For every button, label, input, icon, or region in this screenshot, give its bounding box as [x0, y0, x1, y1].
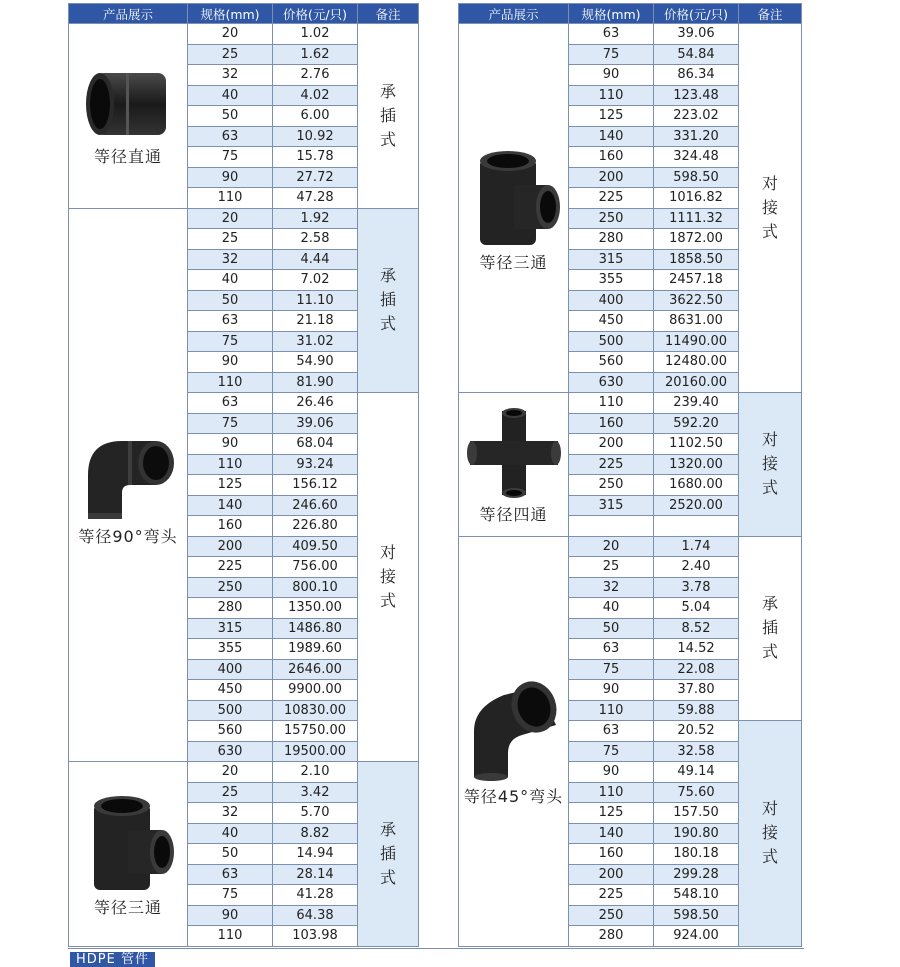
price-cell: 1320.00	[654, 454, 739, 475]
price-cell: 12480.00	[654, 352, 739, 373]
spec-cell: 63	[569, 24, 654, 45]
price-cell: 756.00	[273, 557, 358, 578]
spec-cell: 63	[188, 311, 273, 332]
spec-cell: 500	[188, 700, 273, 721]
price-cell: 2.40	[654, 557, 739, 578]
spec-cell: 200	[569, 167, 654, 188]
spec-cell: 90	[188, 167, 273, 188]
header-product: 产品展示	[69, 4, 188, 24]
spec-cell: 75	[569, 659, 654, 680]
product-cell	[459, 24, 569, 393]
spec-cell: 75	[569, 741, 654, 762]
price-cell: 1486.80	[273, 618, 358, 639]
spec-cell: 450	[188, 680, 273, 701]
price-cell: 14.52	[654, 639, 739, 660]
note-char: 插	[379, 105, 396, 125]
price-cell: 6.00	[273, 106, 358, 127]
spec-cell: 355	[188, 639, 273, 660]
elbow-90-icon	[69, 423, 187, 523]
price-cell: 2.76	[273, 65, 358, 86]
note-char: 式	[761, 847, 778, 867]
coupling-icon	[69, 65, 187, 143]
spec-cell: 400	[569, 290, 654, 311]
product-cell	[69, 24, 188, 209]
spec-cell: 40	[188, 823, 273, 844]
price-cell: 41.28	[273, 885, 358, 906]
price-cell: 26.46	[273, 393, 358, 414]
price-cell: 49.14	[654, 762, 739, 783]
price-cell: 75.60	[654, 782, 739, 803]
price-cell: 20160.00	[654, 372, 739, 393]
price-cell: 180.18	[654, 844, 739, 865]
spec-cell: 225	[569, 885, 654, 906]
price-cell: 28.14	[273, 864, 358, 885]
spec-cell: 25	[188, 44, 273, 65]
spec-cell: 40	[569, 598, 654, 619]
price-cell: 8.82	[273, 823, 358, 844]
price-cell: 299.28	[654, 864, 739, 885]
footer-bar	[68, 948, 804, 967]
price-cell: 37.80	[654, 680, 739, 701]
note-char: 接	[761, 198, 778, 217]
price-table-right	[458, 3, 802, 947]
price-cell: 4.02	[273, 85, 358, 106]
header-price: 价格(元/只)	[273, 4, 358, 24]
product-name: 等径四通	[479, 504, 548, 524]
price-cell: 8.52	[654, 618, 739, 639]
spec-cell: 20	[569, 536, 654, 557]
spec-cell: 110	[188, 372, 273, 393]
price-cell: 54.90	[273, 352, 358, 373]
price-cell: 3.78	[654, 577, 739, 598]
header-note: 备注	[739, 4, 802, 24]
spec-cell: 140	[569, 823, 654, 844]
price-cell: 21.18	[273, 311, 358, 332]
price-cell: 31.02	[273, 331, 358, 352]
price-cell: 1.62	[273, 44, 358, 65]
spec-cell: 125	[188, 475, 273, 496]
spec-cell: 90	[188, 905, 273, 926]
price-cell: 7.02	[273, 270, 358, 291]
price-cell: 4.44	[273, 249, 358, 270]
spec-cell: 110	[569, 782, 654, 803]
product-name: 等径三通	[93, 898, 162, 918]
spec-cell: 160	[569, 147, 654, 168]
spec-cell: 20	[188, 762, 273, 783]
note-char: 插	[379, 290, 396, 310]
spec-cell: 125	[569, 106, 654, 127]
spec-cell: 90	[569, 65, 654, 86]
spec-cell: 200	[569, 434, 654, 455]
note-cell	[739, 721, 802, 947]
price-cell: 1680.00	[654, 475, 739, 496]
price-cell: 409.50	[273, 536, 358, 557]
spec-cell: 250	[569, 475, 654, 496]
table-row	[69, 24, 419, 45]
price-cell: 9900.00	[273, 680, 358, 701]
spec-cell: 32	[188, 803, 273, 824]
note-char: 接	[761, 823, 778, 843]
spec-cell: 40	[188, 85, 273, 106]
header-spec: 规格(mm)	[188, 4, 273, 24]
note-char: 式	[379, 591, 396, 610]
spec-cell: 110	[569, 700, 654, 721]
spec-cell: 630	[569, 372, 654, 393]
note-char: 接	[761, 454, 778, 474]
spec-cell: 315	[569, 495, 654, 516]
price-cell: 2.58	[273, 229, 358, 250]
spec-cell: 20	[188, 208, 273, 229]
price-cell: 10830.00	[273, 700, 358, 721]
price-cell: 68.04	[273, 434, 358, 455]
spec-cell: 200	[188, 536, 273, 557]
table-row	[69, 208, 419, 229]
spec-cell: 200	[569, 864, 654, 885]
spec-cell: 90	[569, 680, 654, 701]
price-cell: 2520.00	[654, 495, 739, 516]
spec-cell: 32	[188, 249, 273, 270]
product-cell	[69, 762, 188, 947]
spec-cell: 32	[188, 65, 273, 86]
spec-cell: 50	[188, 844, 273, 865]
price-cell: 20.52	[654, 721, 739, 742]
price-cell: 1.02	[273, 24, 358, 45]
price-cell: 924.00	[654, 926, 739, 947]
note-char: 对	[379, 543, 396, 562]
price-cell: 5.70	[273, 803, 358, 824]
spec-cell: 250	[569, 208, 654, 229]
spec-cell: 250	[188, 577, 273, 598]
price-cell: 15750.00	[273, 721, 358, 742]
price-cell: 598.50	[654, 167, 739, 188]
price-cell: 1102.50	[654, 434, 739, 455]
price-cell: 3.42	[273, 782, 358, 803]
price-cell	[654, 516, 739, 537]
price-cell: 59.88	[654, 700, 739, 721]
price-cell: 3622.50	[654, 290, 739, 311]
product-name: 等径45°弯头	[463, 786, 564, 806]
price-cell: 22.08	[654, 659, 739, 680]
note-cell	[739, 393, 802, 537]
spec-cell: 280	[569, 229, 654, 250]
product-name: 等径90°弯头	[78, 527, 178, 547]
spec-cell: 250	[569, 905, 654, 926]
price-cell: 86.34	[654, 65, 739, 86]
price-cell: 156.12	[273, 475, 358, 496]
spec-cell	[569, 516, 654, 537]
price-cell: 1.74	[654, 536, 739, 557]
spec-cell: 50	[569, 618, 654, 639]
cross-icon	[459, 405, 568, 501]
spec-cell: 50	[188, 290, 273, 311]
price-cell: 548.10	[654, 885, 739, 906]
price-cell: 81.90	[273, 372, 358, 393]
price-cell: 190.80	[654, 823, 739, 844]
spec-cell: 225	[188, 557, 273, 578]
price-cell: 2.10	[273, 762, 358, 783]
note-cell	[739, 24, 802, 393]
tee-icon	[459, 145, 568, 249]
price-cell: 1858.50	[654, 249, 739, 270]
spec-cell: 25	[188, 782, 273, 803]
note-char: 承	[379, 819, 396, 839]
note-char: 对	[761, 799, 778, 819]
price-cell: 15.78	[273, 147, 358, 168]
price-cell: 592.20	[654, 413, 739, 434]
note-char: 接	[379, 567, 396, 586]
spec-cell: 400	[188, 659, 273, 680]
spec-cell: 63	[188, 126, 273, 147]
price-cell: 47.28	[273, 188, 358, 209]
spec-cell: 160	[569, 413, 654, 434]
price-cell: 1350.00	[273, 598, 358, 619]
spec-cell: 160	[569, 844, 654, 865]
note-char: 承	[379, 266, 396, 286]
price-cell: 239.40	[654, 393, 739, 414]
note-char: 式	[379, 129, 396, 149]
spec-cell: 40	[188, 270, 273, 291]
note-char: 式	[761, 642, 778, 662]
price-cell: 1111.32	[654, 208, 739, 229]
note-cell	[358, 24, 419, 209]
spec-cell: 90	[188, 352, 273, 373]
price-cell: 27.72	[273, 167, 358, 188]
spec-cell: 110	[569, 85, 654, 106]
price-cell: 10.92	[273, 126, 358, 147]
price-cell: 1.92	[273, 208, 358, 229]
spec-cell: 75	[188, 147, 273, 168]
spec-cell: 140	[188, 495, 273, 516]
spec-cell: 63	[188, 393, 273, 414]
spec-cell: 450	[569, 311, 654, 332]
spec-cell: 110	[188, 454, 273, 475]
price-cell: 39.06	[654, 24, 739, 45]
price-cell: 324.48	[654, 147, 739, 168]
price-cell: 157.50	[654, 803, 739, 824]
spec-cell: 225	[569, 454, 654, 475]
spec-cell: 32	[569, 577, 654, 598]
spec-cell: 125	[569, 803, 654, 824]
table-row	[459, 536, 802, 557]
spec-cell: 110	[569, 393, 654, 414]
price-cell: 123.48	[654, 85, 739, 106]
spec-cell: 560	[188, 721, 273, 742]
note-char: 对	[761, 430, 778, 450]
price-cell: 1872.00	[654, 229, 739, 250]
spec-cell: 63	[569, 639, 654, 660]
header-spec: 规格(mm)	[569, 4, 654, 24]
table-row	[459, 393, 802, 414]
note-cell	[358, 762, 419, 947]
price-cell: 2457.18	[654, 270, 739, 291]
price-cell: 14.94	[273, 844, 358, 865]
price-cell: 64.38	[273, 905, 358, 926]
price-cell: 32.58	[654, 741, 739, 762]
spec-cell: 75	[188, 885, 273, 906]
spec-cell: 25	[188, 229, 273, 250]
note-cell	[358, 393, 419, 762]
table-row	[459, 24, 802, 45]
note-char: 式	[761, 478, 778, 498]
spec-cell: 280	[188, 598, 273, 619]
product-cell	[459, 536, 569, 946]
price-cell: 800.10	[273, 577, 358, 598]
spec-cell: 75	[569, 44, 654, 65]
note-char: 插	[379, 843, 396, 863]
table-row	[69, 762, 419, 783]
spec-cell: 355	[569, 270, 654, 291]
spec-cell: 75	[188, 413, 273, 434]
header-product: 产品展示	[459, 4, 569, 24]
spec-cell: 25	[569, 557, 654, 578]
note-char: 式	[379, 867, 396, 887]
price-cell: 1016.82	[654, 188, 739, 209]
spec-cell: 160	[188, 516, 273, 537]
spec-cell: 560	[569, 352, 654, 373]
note-char: 插	[761, 618, 778, 638]
note-char: 式	[761, 222, 778, 241]
spec-cell: 50	[188, 106, 273, 127]
price-cell: 2646.00	[273, 659, 358, 680]
price-cell: 1989.60	[273, 639, 358, 660]
price-cell: 11.10	[273, 290, 358, 311]
price-cell: 103.98	[273, 926, 358, 947]
spec-cell: 63	[569, 721, 654, 742]
price-cell: 246.60	[273, 495, 358, 516]
note-char: 对	[761, 174, 778, 193]
price-cell: 11490.00	[654, 331, 739, 352]
note-char: 承	[379, 81, 396, 101]
elbow-45-icon	[459, 677, 568, 783]
price-cell: 226.80	[273, 516, 358, 537]
price-cell: 54.84	[654, 44, 739, 65]
price-cell: 8631.00	[654, 311, 739, 332]
header-price: 价格(元/只)	[654, 4, 739, 24]
spec-cell: 140	[569, 126, 654, 147]
note-cell	[358, 208, 419, 393]
price-cell: 39.06	[273, 413, 358, 434]
spec-cell: 20	[188, 24, 273, 45]
spec-cell: 280	[569, 926, 654, 947]
note-char: 式	[379, 314, 396, 334]
note-cell	[739, 536, 802, 721]
spec-cell: 90	[188, 434, 273, 455]
product-name: 等径三通	[479, 252, 548, 272]
price-cell: 19500.00	[273, 741, 358, 762]
header-note: 备注	[358, 4, 419, 24]
spec-cell: 630	[188, 741, 273, 762]
price-cell: 598.50	[654, 905, 739, 926]
spec-cell: 315	[188, 618, 273, 639]
price-cell: 93.24	[273, 454, 358, 475]
price-cell: 331.20	[654, 126, 739, 147]
note-char: 承	[761, 594, 778, 614]
product-name: 等径直通	[93, 147, 162, 167]
price-cell: 5.04	[654, 598, 739, 619]
spec-cell: 63	[188, 864, 273, 885]
spec-cell: 500	[569, 331, 654, 352]
spec-cell: 75	[188, 331, 273, 352]
price-table-left	[68, 3, 419, 947]
spec-cell: 225	[569, 188, 654, 209]
spec-cell: 315	[569, 249, 654, 270]
product-cell	[459, 393, 569, 537]
footer-label: HDPE 管件	[70, 952, 155, 967]
product-cell	[69, 208, 188, 762]
tee-icon	[69, 790, 187, 894]
spec-cell: 110	[188, 188, 273, 209]
spec-cell: 110	[188, 926, 273, 947]
price-cell: 223.02	[654, 106, 739, 127]
spec-cell: 90	[569, 762, 654, 783]
